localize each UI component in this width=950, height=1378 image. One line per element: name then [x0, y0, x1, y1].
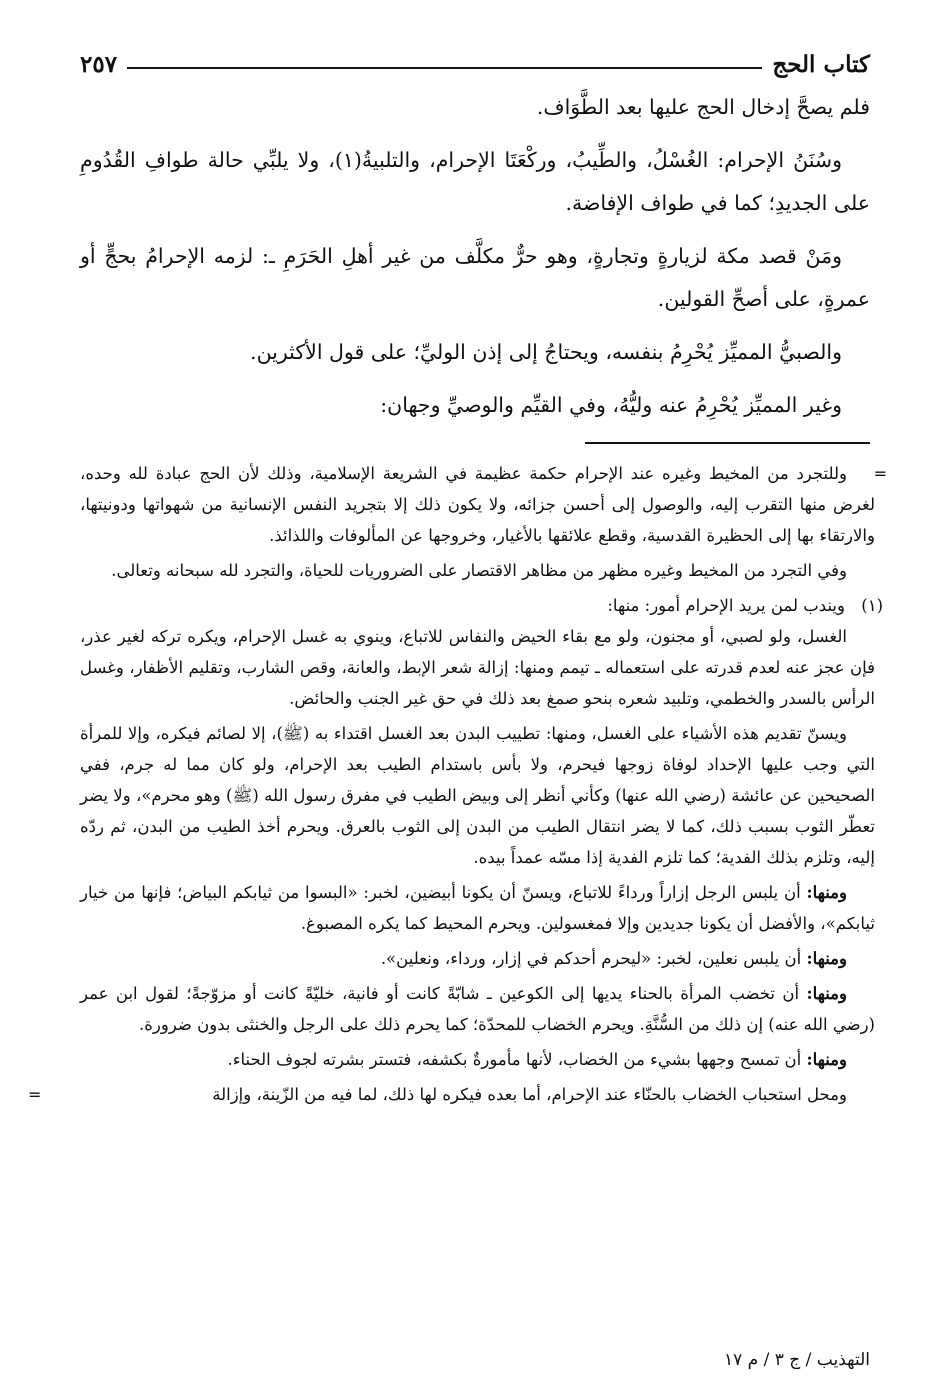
- item-lead: ومنها:: [806, 1050, 847, 1069]
- item-text: أن تخضب المرأة بالحناء يديها إلى الكوعين ـ شابّةً كانت أو فانية، خليّةً كانت أو مزوّجةً؛ لقول ابن عمر (رضي الله عنه) إن ذلك من السُّنَّةِ. ويحرم الخضاب للمحدّة؛ كما يحرم ذلك على الرجل والخنثى بدون ضرورة.: [80, 984, 875, 1034]
- footnote-number: (١): [861, 596, 883, 615]
- item-text: أن يلبس نعلين، لخبر: «ليحرم أحدكم في إزار، ورداء، ونعلين».: [380, 949, 807, 968]
- item-text: أن تمسح وجهها بشيء من الخضاب، لأنها مأمورةٌ بكشفه، فتستر بشرته لجوف الحناء.: [227, 1050, 807, 1069]
- header-rule: [127, 67, 762, 69]
- footnote-paragraph-izar: [80, 877, 875, 939]
- item-lead: ومنها:: [806, 883, 847, 902]
- footnote-paragraph-ghusl: الغسل، ولو لصبي، أو مجنون، ولو مع بقاء الحيض والنفاس للاتباع، وينوي به غسل الإحرام، ويكره تركه لغير عذر، فإن عجز عنه لعدم قدرته على استعماله ـ تيمم ومنها: إزالة شعر الإبط، والعانة، وقص الشارب، وتقليم الأظفار، وغسل الرأس بالسدر والخطمي، وتلبيد شعره بنحو صمغ بعد ذلك في حق غير الجنب والحائض.: [80, 627, 875, 708]
- page-number: ٢٥٧: [80, 51, 118, 78]
- footnote-paragraph-tib: ويسنّ تقديم هذه الأشياء على الغسل، ومنها: تطييب البدن بعد الغسل اقتداء به (ﷺ)، إلا لصائم فيكره، وإلا للمرأة التي وجب عليها الإحداد لوفاة زوجها فيحرم، ولا بأس باستدام الطيب بعد الإحرام، ولو كان مما له جرم، ففي الصحيحين عن عائشة (رضي الله عنها) وكأني أنظر إلى وبيض الطيب في مفرق رسول الله (ﷺ) وهو محرم»، ولا يضر تعطّر الثوب بسبب ذلك، كما لا يضر انتقال الطيب من البدن إلى الثوب بالعرق. ويحرم أخذ الطيب من البدن، ثم ردّه إليه، وتلزم بذلك الفدية؛ كما تلزم الفدية إذا مسّه عمداً بيده.: [80, 724, 876, 867]
- footnote-intro: ويندب لمن يريد الإحرام أمور: منها:: [607, 596, 845, 615]
- note-continuation-2: وفي التجرد من المخيط وغيره مظهر من مظاهر الاقتصار على الضروريات للحياة، والتجرد لله سبحانه وتعالى.: [111, 561, 847, 580]
- item-text: أن يلبس الرجل إزاراً ورداءً للاتباع، ويسنّ أن يكونا أبيضين، لخبر: «البسوا من ثيابكم البياض؛ فإنها من خيار ثيابكم»، والأفضل أن يكونا جديدين وإلا فمغسولين. ويحرم المحيط كما يكره المصبوغ.: [80, 883, 875, 933]
- footnote-paragraph-naalain: [80, 943, 875, 974]
- running-header: [80, 38, 870, 78]
- item-text: ومحل استحباب الخضاب بالحنّاء عند الإحرام، أما بعده فيكره لها ذلك، لما فيه من الزّينة، وإزالة: [212, 1085, 847, 1104]
- footnote-1: [80, 590, 883, 621]
- main-paragraph-1: فلم يصحَّ إدخال الحج عليها بعد الطَّوَاف.: [536, 95, 870, 119]
- volume-signature: التهذيب / ج ٣ / م ١٧: [723, 1350, 870, 1370]
- main-paragraph-2: وسُنَنُ الإحرام: الغُسْلُ، والطِّيبُ، وركْعَتَا الإحرام، والتلبيةُ(١)، ولا يلبِّي حالة طوافِ القُدُومِ على الجديدِ؛ كما في طواف الإفاضة.: [80, 148, 870, 215]
- footnote-paragraph-last: [28, 1079, 875, 1110]
- footnote-paragraph-wajh: [80, 1044, 875, 1075]
- footnote-paragraph-hinna: [80, 978, 875, 1040]
- main-text: [80, 86, 870, 437]
- note-continuation-1: [80, 458, 887, 551]
- main-paragraph-3: ومَنْ قصد مكة لزيارةٍ وتجارةٍ، وهو حرٌّ مكلَّف من غير أهلِ الحَرَمِ ـ: لزمه الإحرامُ بحجٍّ أو عمرةٍ، على أصحِّ القولين.: [80, 244, 870, 311]
- footnotes: [28, 458, 887, 1114]
- continuation-mark-top: =: [873, 464, 887, 483]
- main-paragraph-4: والصبيُّ المميِّز يُحْرِمُ بنفسه، ويحتاجُ إلى إذن الوليِّ؛ على قول الأكثرين.: [250, 340, 842, 364]
- chapter-title: كتاب الحج: [772, 51, 870, 78]
- continuation-mark-bottom: =: [28, 1085, 42, 1104]
- footnote-separator: [585, 442, 870, 444]
- main-paragraph-5: وغير المميِّز يُحْرِمُ عنه وليُّهُ، وفي القيِّم والوصيِّ وجهان:: [380, 393, 842, 417]
- item-lead: ومنها:: [806, 984, 847, 1003]
- note-text: وللتجرد من المخيط وغيره عند الإحرام حكمة عظيمة في الشريعة الإسلامية، وذلك لأن الحج عبادة لله وحده، لغرض منها التقرب إليه، والوصول إلى أحسن جزائه، ولا يكون ذلك إلا بتجريد النفس الإنسانية من شهواتها ودونيتها، والارتقاء بها إلى الحظيرة القدسية، وقطع علائقها بالأغيار، وخروجها عن المألوفات واللذائذ.: [80, 464, 875, 545]
- item-lead: ومنها:: [806, 949, 847, 968]
